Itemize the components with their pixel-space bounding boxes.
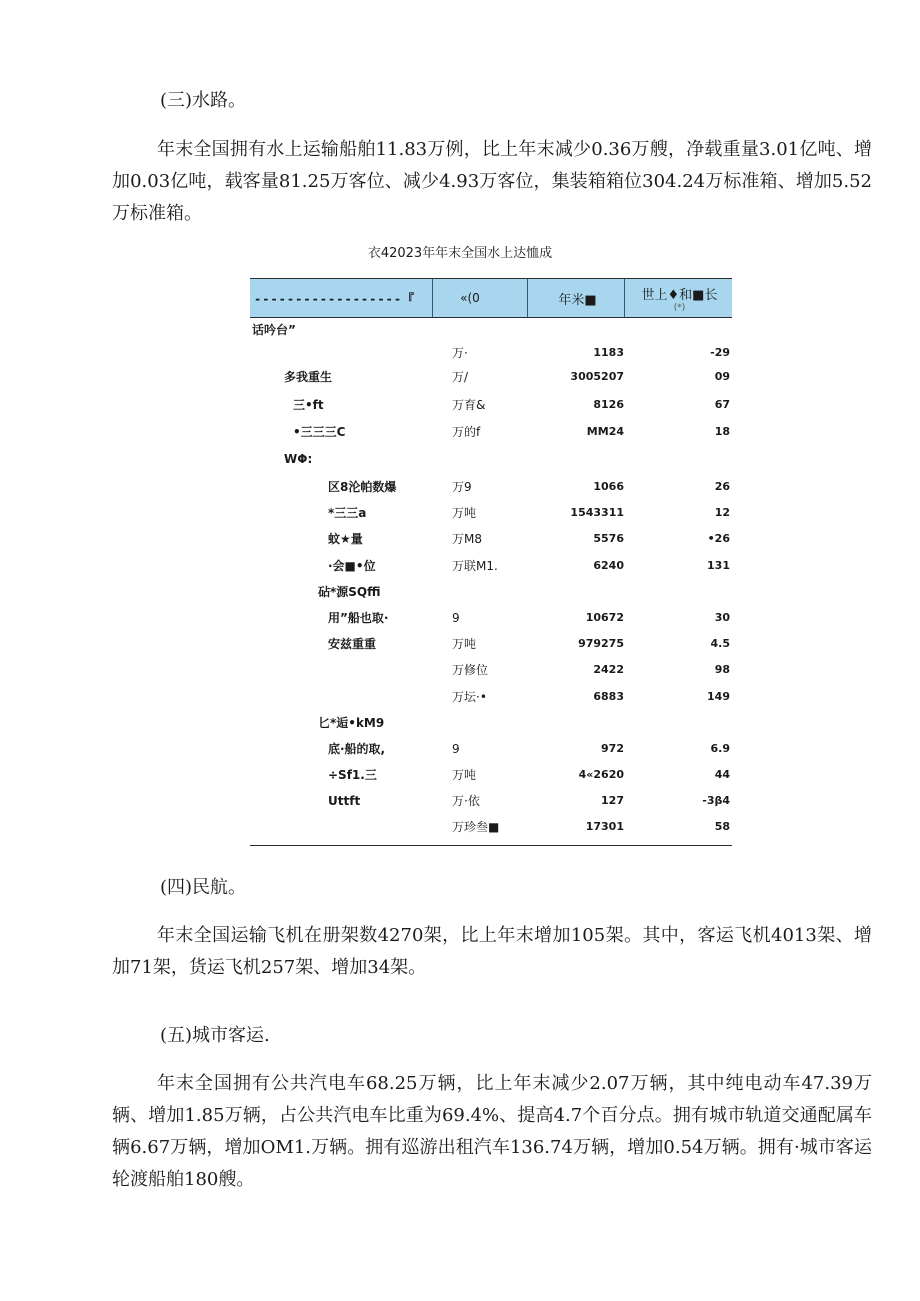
row-label: ·会■•位 (328, 559, 376, 573)
row-change: -3β4 (702, 794, 730, 807)
row-unit: 万M8 (452, 532, 482, 546)
row-change: 149 (707, 690, 730, 703)
table-row (250, 792, 732, 810)
row-change: 58 (714, 820, 730, 833)
row-label: 安兹重重 (328, 637, 377, 651)
table-row (250, 344, 732, 362)
transit-paragraph-text: 年末全国拥有公共汽电车68.25万辆，比上年末减少2.07万辆，其中纯电动车47.39万辆、增加1.85万辆，占公共汽电车比重为69.4%、提高4.7个百分点。拥有城市轨道交通配属车辆6.67万辆，增加OM1.万辆。拥有巡游出租汽车136.74万辆，增加0.54万辆。拥有·城市客运轮渡船舶180艘。 (112, 1073, 872, 1190)
row-value: 6883 (593, 690, 624, 703)
row-label: 话吟台” (252, 323, 296, 337)
row-unit: 万坛·• (452, 690, 487, 704)
row-change: 98 (714, 663, 730, 676)
row-change: 18 (714, 425, 730, 438)
row-label: WΦ: (284, 452, 313, 466)
row-label: 区8沦帕数爆 (328, 480, 397, 494)
table-row (250, 504, 732, 522)
row-unit: 万吨 (452, 506, 477, 520)
table-row (250, 368, 732, 386)
row-label: 砧*源SQffi (318, 585, 381, 599)
row-unit: 万/ (452, 370, 469, 384)
table-row (250, 450, 732, 468)
row-change: 26 (714, 480, 730, 493)
row-change: 131 (707, 559, 730, 572)
header-col-change-label: 世上♦和■长 (641, 287, 718, 303)
row-value: 127 (601, 794, 624, 807)
row-value: MM24 (586, 425, 624, 438)
row-unit: 万联M1. (452, 559, 498, 573)
row-label: 匕*逅•kM9 (318, 716, 385, 730)
row-unit: 万珍叁■ (452, 820, 500, 834)
table-row (250, 478, 732, 496)
table-row (250, 557, 732, 575)
row-unit: 万9 (452, 480, 472, 494)
transit-heading: (五)城市客运. (160, 1025, 270, 1046)
table-row (250, 583, 732, 601)
table-header (250, 278, 732, 318)
row-label: 多我重生 (284, 370, 333, 384)
row-unit: 万吨 (452, 768, 477, 782)
row-change: -29 (710, 346, 730, 359)
row-value: 6240 (593, 559, 624, 572)
waterway-heading: (三)水路。 (160, 90, 247, 111)
table-row (250, 396, 732, 414)
row-value: 8126 (593, 398, 624, 411)
row-value: 17301 (585, 820, 624, 833)
table-caption: 衣42023年年末全国水上达恤成 (367, 246, 553, 261)
row-change: 30 (714, 611, 730, 624)
row-label: ÷Sf1.三 (328, 768, 377, 782)
header-divider (432, 279, 433, 317)
row-label: 底·船的取, (328, 742, 386, 756)
table-row (250, 635, 732, 653)
row-unit: 万修位 (452, 663, 489, 677)
row-value: 2422 (593, 663, 624, 676)
row-value: 1183 (593, 346, 624, 359)
waterway-paragraph (112, 134, 872, 230)
row-value: 10672 (585, 611, 624, 624)
row-unit: 万育& (452, 398, 486, 412)
row-change: 4.5 (710, 637, 730, 650)
table-row (250, 609, 732, 627)
row-change: 09 (714, 370, 730, 383)
row-label: *三三a (328, 506, 367, 520)
row-change: •26 (707, 532, 730, 545)
row-unit: 万· (452, 346, 468, 360)
row-unit: 万的f (452, 425, 481, 439)
table-row (250, 740, 732, 758)
row-label: 蚊★量 (328, 532, 363, 546)
row-change: 6.9 (710, 742, 730, 755)
table-row (250, 661, 732, 679)
row-label: Uttft (328, 794, 361, 808)
row-unit: 9 (452, 611, 460, 625)
row-label: 用”船也取· (328, 611, 389, 625)
aviation-paragraph (112, 920, 872, 984)
waterway-paragraph-text: 年末全国拥有水上运输船舶11.83万例，比上年末减少0.36万艘，净载重量3.01亿吨、增加0.03亿吨，载客量81.25万客位、减少4.93万客位，集装箱箱位304.24万标准箱、增加5.52万标准箱。 (112, 139, 872, 224)
header-col-item: ------------------『 (254, 291, 416, 306)
header-col-change-unit: (*) (673, 302, 686, 313)
aviation-paragraph-text: 年末全国运输飞机在册架数4270架，比上年末增加105架。其中，客运飞机4013架、增加71架，货运飞机257架、增加34架。 (112, 925, 872, 978)
row-unit: 9 (452, 742, 460, 756)
row-value: 3005207 (570, 370, 624, 383)
table-row (250, 714, 732, 732)
row-value: 4«2620 (578, 768, 624, 781)
table-bottom-rule (250, 845, 732, 846)
row-value: 1066 (593, 480, 624, 493)
row-label: 三•ft (293, 398, 324, 412)
table-row (250, 530, 732, 548)
row-value: 979275 (578, 637, 624, 650)
table-row (250, 766, 732, 784)
transit-paragraph (112, 1068, 872, 1196)
header-col-value: 年米■ (558, 292, 597, 308)
aviation-heading: (四)民航。 (160, 877, 247, 898)
table-row (250, 321, 732, 339)
row-change: 44 (714, 768, 730, 781)
row-unit: 万·依 (452, 794, 480, 808)
table-row (250, 818, 732, 836)
row-change: 12 (714, 506, 730, 519)
header-divider (624, 279, 625, 317)
water-transport-table (250, 278, 732, 846)
table-row (250, 688, 732, 706)
header-col-unit: «(0 (460, 291, 480, 305)
row-label: •三三三C (293, 425, 346, 439)
row-value: 5576 (593, 532, 624, 545)
header-col-change (627, 279, 732, 317)
row-value: 972 (601, 742, 624, 755)
row-unit: 万吨 (452, 637, 477, 651)
header-divider (527, 279, 528, 317)
row-value: 1543311 (570, 506, 624, 519)
table-row (250, 423, 732, 441)
row-change: 67 (714, 398, 730, 411)
